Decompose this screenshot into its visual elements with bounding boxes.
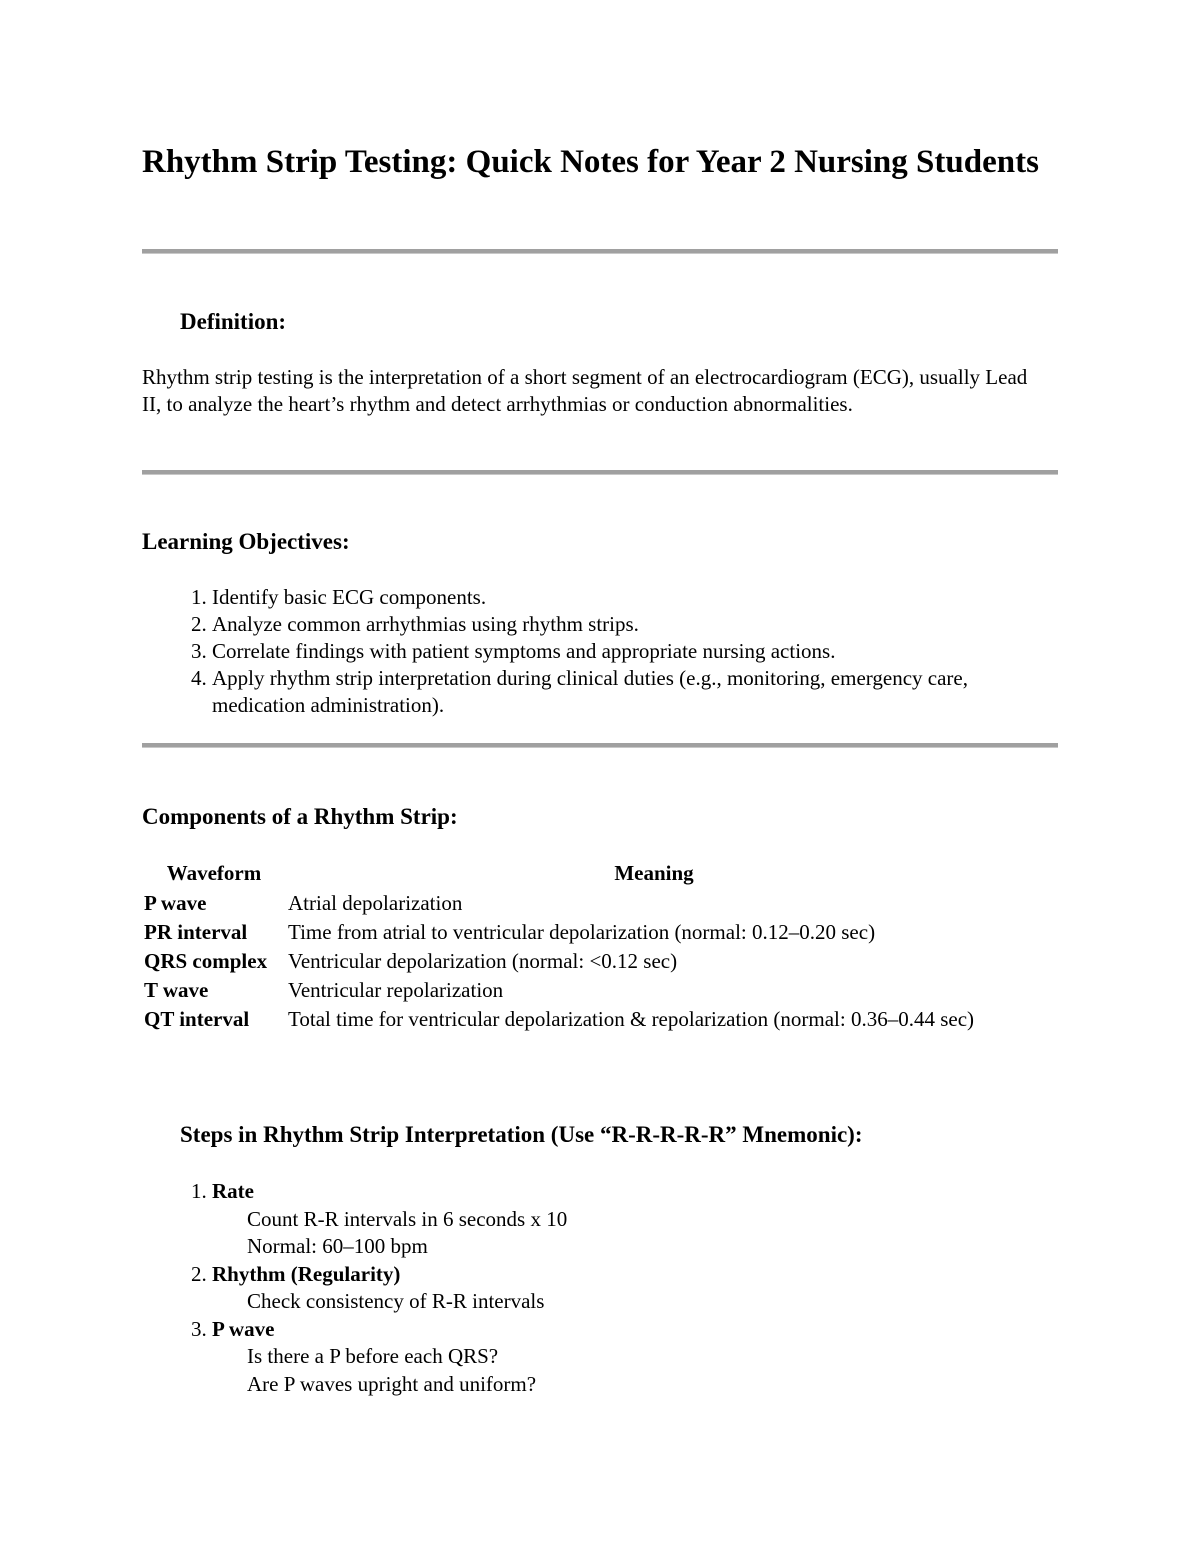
waveform-cell: PR interval — [144, 920, 248, 944]
list-item — [212, 1316, 1042, 1399]
table-row — [142, 947, 1022, 976]
waveform-cell: T wave — [144, 978, 209, 1002]
definition-heading: Definition: — [180, 309, 287, 334]
divider — [142, 249, 1058, 254]
steps-heading: Steps in Rhythm Strip Interpretation (Use “R-R-R-R-R” Mnemonic): — [180, 1122, 863, 1147]
table-row — [142, 889, 1022, 918]
list-item: 1. Identify basic ECG components. — [212, 584, 1042, 611]
meaning-cell: Ventricular depolarization (normal: <0.12 sec) — [288, 949, 678, 973]
list-item — [212, 1261, 1042, 1316]
step-title: Rate — [212, 1179, 254, 1203]
steps-list — [142, 1178, 1042, 1398]
list-item: 4. Apply rhythm strip interpretation during clinical duties (e.g., monitoring, emergency care, medication administration). — [212, 665, 1042, 719]
meaning-cell: Ventricular repolarization — [288, 978, 504, 1002]
objectives-list — [142, 584, 1042, 719]
column-header-waveform: Waveform — [166, 861, 262, 885]
list-item: 3. Correlate findings with patient symptoms and appropriate nursing actions. — [212, 638, 1042, 665]
meaning-cell: Total time for ventricular depolarization & repolarization (normal: 0.36–0.44 sec) — [288, 1007, 975, 1031]
step-detail: Is there a P before each QRS? — [247, 1344, 499, 1368]
list-item — [212, 1178, 1042, 1261]
step-title: P wave — [212, 1316, 275, 1341]
page-title: Rhythm Strip Testing: Quick Notes for Year 2 Nursing Students — [142, 144, 1039, 180]
table-header-row — [142, 859, 1022, 889]
step-title: Rhythm (Regularity) — [212, 1261, 401, 1286]
waveform-cell: QRS complex — [144, 949, 268, 973]
divider — [142, 470, 1058, 475]
list-item: 2. Analyze common arrhythmias using rhythm strips. — [212, 611, 1042, 638]
meaning-cell: Atrial depolarization — [288, 891, 463, 915]
step-detail: Count R-R intervals in 6 seconds x 10 — [247, 1206, 568, 1231]
table-row — [142, 918, 1022, 947]
objectives-heading: Learning Objectives: — [142, 529, 350, 554]
divider — [142, 743, 1058, 748]
definition-text: Rhythm strip testing is the interpretation of a short segment of an electrocardiogram (ECG), usually Lead II, to analyze the heart’s rhythm and detect arrhythmias or conduction abnormalities. — [142, 365, 1028, 416]
table-row — [142, 976, 1022, 1005]
column-header-meaning: Meaning — [614, 861, 694, 885]
components-table — [142, 859, 1022, 1034]
waveform-cell: P wave — [144, 891, 207, 915]
table-row — [142, 1005, 1022, 1034]
components-heading: Components of a Rhythm Strip: — [142, 804, 458, 829]
meaning-cell: Time from atrial to ventricular depolarization (normal: 0.12–0.20 sec) — [288, 920, 876, 944]
step-detail: Normal: 60–100 bpm — [247, 1234, 428, 1258]
step-detail: Are P waves upright and uniform? — [247, 1371, 537, 1396]
step-detail: Check consistency of R-R intervals — [247, 1289, 545, 1313]
waveform-cell: QT interval — [144, 1007, 250, 1031]
